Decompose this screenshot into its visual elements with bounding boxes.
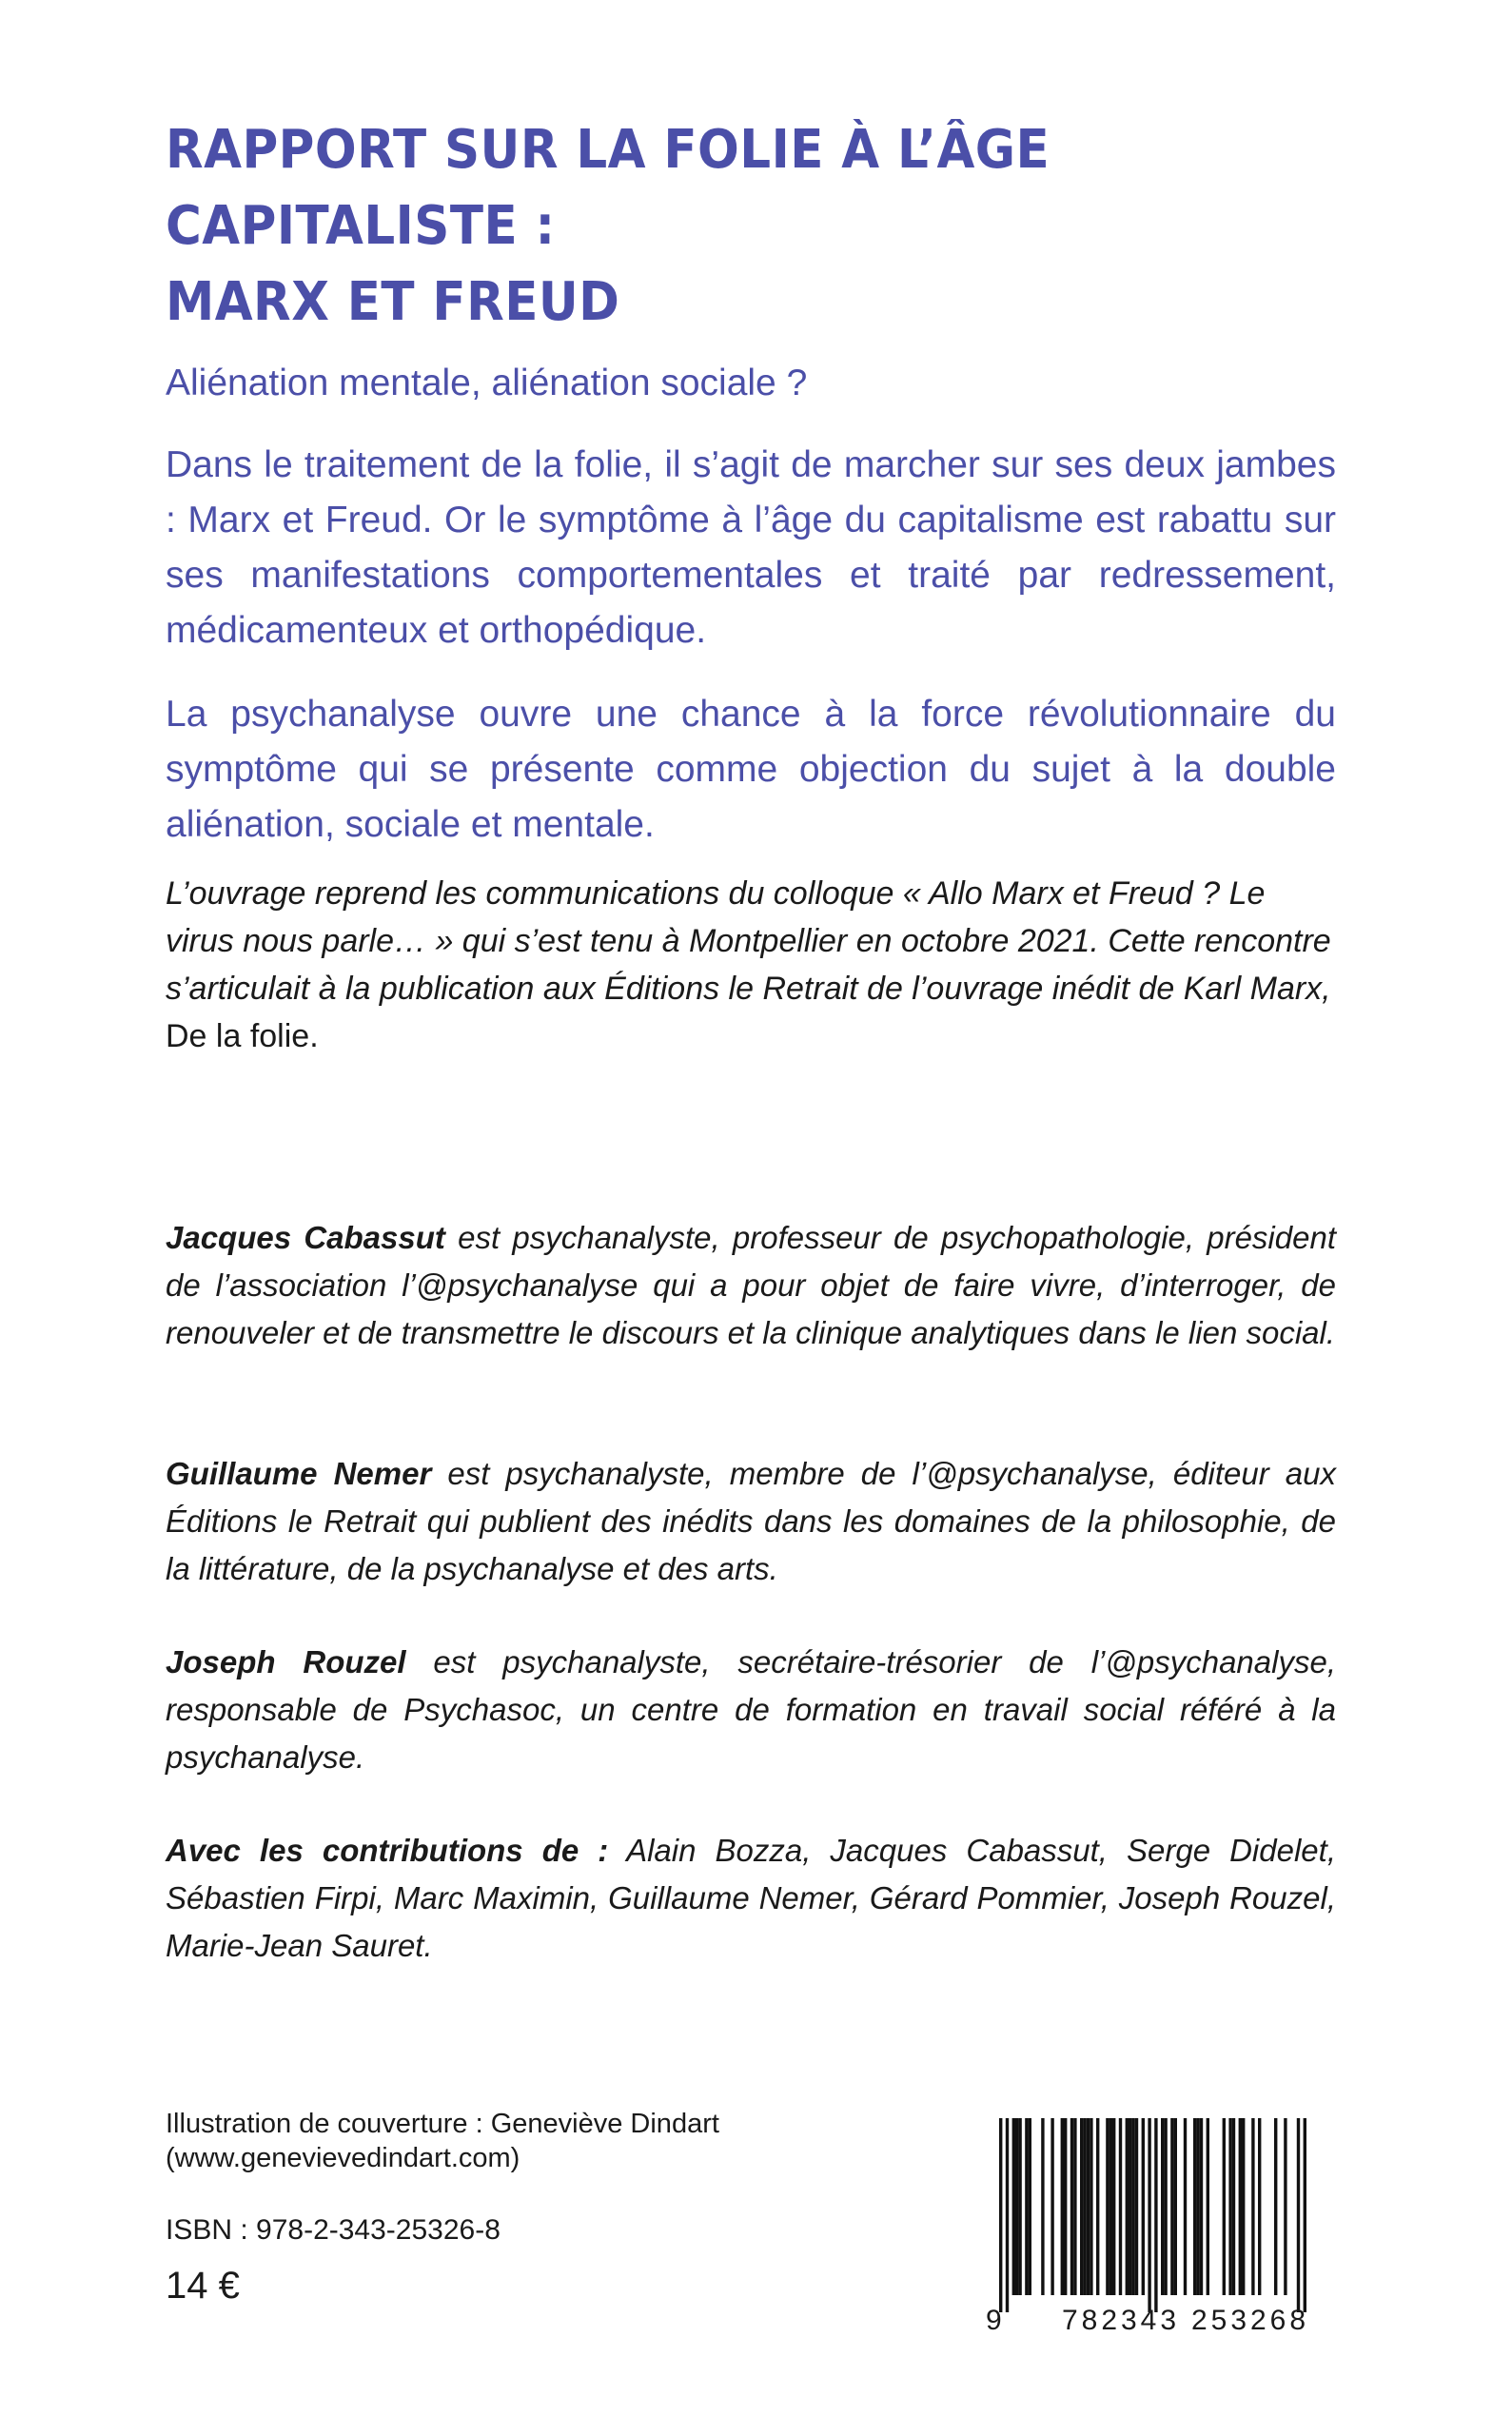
barcode-bar <box>1200 2118 1203 2295</box>
barcode-bar <box>1126 2118 1129 2295</box>
barcode <box>980 2114 1323 2333</box>
barcode-bar <box>1170 2118 1173 2295</box>
barcode-bar <box>1096 2118 1099 2295</box>
barcode-bar <box>1018 2118 1021 2295</box>
barcode-bar <box>1135 2118 1138 2295</box>
book-title-line-2: MARX ET FREUD <box>166 271 620 333</box>
colloque-note <box>166 870 1336 1060</box>
barcode-bar <box>1232 2118 1235 2295</box>
barcode-bar <box>1131 2118 1134 2295</box>
illustrator-website: (www.genevievedindart.com) <box>166 2143 520 2173</box>
barcode-bar <box>1228 2118 1231 2295</box>
author-bio <box>166 1450 1336 1593</box>
barcode-bar <box>1154 2118 1157 2312</box>
barcode-bar <box>1284 2118 1286 2295</box>
author-name: Joseph Rouzel <box>166 1644 406 1679</box>
barcode-bar <box>1207 2118 1209 2295</box>
author-bio <box>166 1639 1336 1781</box>
barcode-bar <box>1070 2118 1073 2295</box>
barcode-bar <box>1064 2118 1067 2295</box>
book-title-line-1: RAPPORT SUR LA FOLIE À L’ÂGE CAPITALISTE : <box>166 119 1051 257</box>
barcode-bar <box>1106 2118 1109 2295</box>
book-title <box>166 112 1268 341</box>
barcode-graphic <box>980 2114 1323 2333</box>
barcode-bar <box>1174 2118 1177 2295</box>
barcode-bar <box>1148 2118 1150 2312</box>
marx-book-title: De la folie. <box>166 1018 319 1054</box>
barcode-digit-first: 9 <box>986 2305 1002 2333</box>
barcode-bar <box>1242 2118 1245 2295</box>
blurb-paragraph-2: La psychanalyse ouvre une chance à la force révolutionnaire du symptôme qui se présente comme objection du sujet à la double aliénation, sociale et mentale. <box>166 694 1336 845</box>
contributors <box>166 1827 1336 1970</box>
barcode-bar <box>1304 2118 1306 2312</box>
barcode-bar <box>1164 2118 1167 2295</box>
barcode-bar <box>1087 2118 1090 2295</box>
author-bio <box>166 1214 1336 1357</box>
barcode-bar <box>1012 2118 1015 2295</box>
barcode-bar <box>1083 2118 1086 2295</box>
barcode-bar <box>1119 2118 1122 2295</box>
isbn: ISBN : 978-2-343-25326-8 <box>166 2214 501 2246</box>
barcode-bar <box>1025 2118 1028 2295</box>
barcode-bar <box>1251 2118 1254 2295</box>
barcode-bar <box>1297 2118 1300 2312</box>
barcode-digits-right: 253268 <box>1191 2305 1306 2333</box>
barcode-bar <box>1258 2118 1261 2295</box>
illustration-credit <box>166 2107 719 2175</box>
author-description: est psychanalyste, professeur de psychopathologie, président de l’association l’@psychanalyse qui a pour objet de faire vivre, d’interroger, de renouveler et de transmettre le discours et la clinique analytiques dans le lien social. <box>166 1220 1336 1350</box>
author-description: est psychanalyste, secrétaire-trésorier de l’@psychanalyse, responsable de Psychasoc, un centre de formation en travail social référé à la psychanalyse. <box>166 1644 1336 1775</box>
barcode-bar <box>1015 2118 1018 2295</box>
barcode-bar <box>1051 2118 1053 2295</box>
colloque-text: L’ouvrage reprend les communications du colloque « Allo Marx et Freud ? Le virus nous parle… » qui s’est tenu à Montpellier en octobre 2021. Cette rencontre s’articulait à la publication aux Éditions le Retrait de l’ouvrage inédit de Karl Marx, <box>166 875 1331 1007</box>
barcode-bar <box>999 2118 1002 2312</box>
barcode-bar <box>1112 2118 1115 2295</box>
barcode-bar <box>1274 2118 1277 2295</box>
contributors-label: Avec les contributions de : <box>166 1833 609 1868</box>
barcode-bar <box>1109 2118 1112 2295</box>
author-description: est psychanalyste, membre de l’@psychanalyse, éditeur aux Éditions le Retrait qui publient des inédits dans les domaines de la philosophie, de la littérature, de la psychanalyse et des arts. <box>166 1456 1336 1586</box>
contributors-names: Alain Bozza, Jacques Cabassut, Serge Didelet, Sébastien Firpi, Marc Maximin, Guillaume Nemer, Gérard Pommier, Joseph Rouzel, Marie-Jean Sauret. <box>166 1833 1336 1963</box>
barcode-bar <box>1196 2118 1199 2295</box>
barcode-bar <box>1080 2118 1083 2295</box>
barcode-bar <box>1161 2118 1164 2295</box>
barcode-digits-left: 782343 <box>1062 2305 1176 2333</box>
barcode-bar <box>1061 2118 1064 2295</box>
blurb-question: Aliénation mentale, aliénation sociale ? <box>166 363 808 403</box>
author-name: Jacques Cabassut <box>166 1220 445 1255</box>
illustration-credit-text: Illustration de couverture : Geneviève Dindart <box>166 2109 719 2139</box>
barcode-bar <box>1223 2118 1226 2295</box>
author-name: Guillaume Nemer <box>166 1456 432 1491</box>
barcode-bar <box>1029 2118 1031 2295</box>
blurb-paragraph-1: Dans le traitement de la folie, il s’agit de marcher sur ses deux jambes : Marx et Freud. Or le symptôme à l’âge du capitalisme est rabattu sur ses manifestations comportementales et traité par redressement, médicamenteux et orthopédique. <box>166 444 1336 651</box>
barcode-bar <box>1073 2118 1076 2295</box>
barcode-bar <box>1129 2118 1131 2295</box>
barcode-bar <box>1006 2118 1009 2312</box>
barcode-bar <box>1142 2118 1145 2295</box>
price: 14 € <box>166 2265 240 2307</box>
barcode-bar <box>1041 2118 1044 2295</box>
barcode-bar <box>1184 2118 1187 2295</box>
barcode-bar <box>1193 2118 1196 2295</box>
barcode-bar <box>1239 2118 1242 2295</box>
barcode-bar <box>1090 2118 1092 2295</box>
barcode-bars <box>999 2118 1306 2312</box>
